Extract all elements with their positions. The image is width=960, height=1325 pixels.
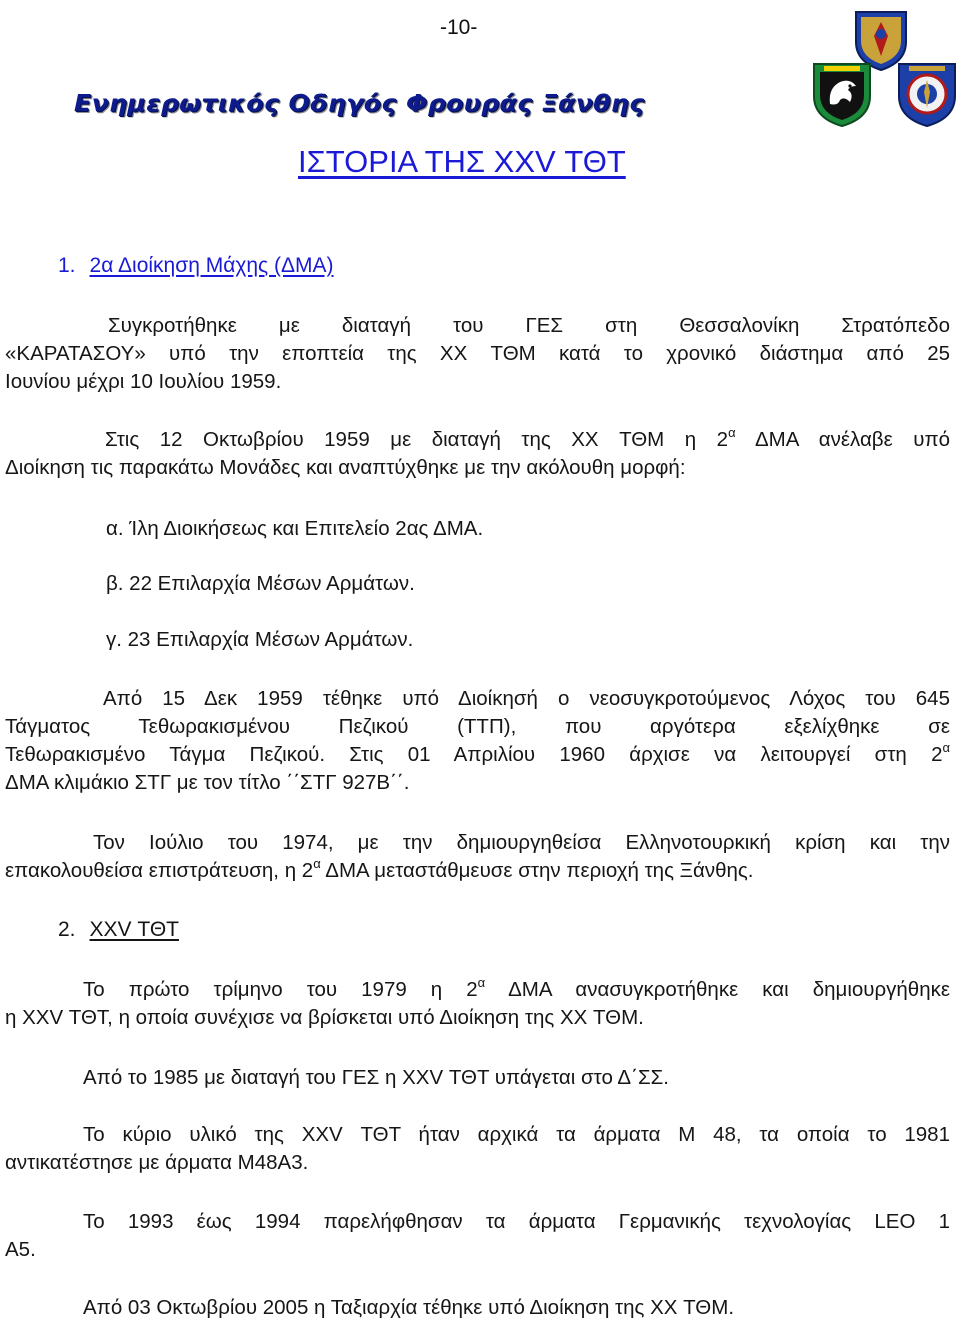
s1-paragraph-4	[5, 829, 950, 885]
history-title: ΙΣΤΟΡΙΑ ΤΗΣ XXV ΤΘΤ	[298, 144, 626, 179]
list-item-b: β. 22 Επιλαρχία Μέσων Αρμάτων.	[106, 572, 415, 595]
s2-p3-line-1: Το κύριο υλικό της XXV ΤΘΤ ήταν αρχικά τα άρματα Μ 48, τα οποία το 1981	[83, 1123, 950, 1146]
s2-paragraph-5: Από 03 Οκτωβρίου 2005 η Ταξιαρχία τέθηκε υπό Διοίκηση της XX ΤΘΜ.	[83, 1296, 735, 1319]
s1-p3-line-2: Τάγματος Τεθωρακισμένου Πεζικού (ΤΤΠ), που αργότερα εξελίχθηκε σε	[5, 715, 950, 738]
s1-p4-line-1: Τον Ιούλιο του 1974, με την δημιουργηθείσα Ελληνοτουρκική κρίση και την	[93, 831, 950, 854]
s2-paragraph-3	[5, 1121, 950, 1177]
s2-p3-line-2: αντικατέστησε με άρματα Μ48Α3.	[5, 1151, 309, 1174]
s1-p3-line-4: ΔΜΑ κλιμάκιο ΣΤΓ με τον τίτλο ΄΄ΣΤΓ 927Β΄΄.	[5, 771, 410, 794]
page-number: -10-	[440, 16, 478, 39]
s1-paragraph-1	[5, 312, 950, 396]
s1-p2-line-1: Στις 12 Οκτωβρίου 1959 με διαταγή της XX ΤΘΜ η $2^\alpha$ ΔΜΑ ανέλαβε υπό	[105, 425, 950, 451]
s2-p1-line-2: η XXV ΤΘΤ, η οποία συνέχισε να βρίσκεται υπό Διοίκηση της XX ΤΘΜ.	[5, 1006, 644, 1029]
s2-paragraph-1	[5, 976, 950, 1032]
s1-p1-line-1: Συγκροτήθηκε με διαταγή του ΓΕΣ στη Θεσσαλονίκη Στρατόπεδο	[108, 314, 950, 337]
s1-p2-line-2: Διοίκηση τις παρακάτω Μονάδες και αναπτύχθηκε με την ακόλουθη μορφή:	[5, 456, 686, 479]
section-1-title: 2α Διοίκηση Μάχης (ΔΜΑ)	[89, 254, 334, 277]
s1-p3-line-1: Από 15 Δεκ 1959 τέθηκε υπό Διοίκησή ο νεοσυγκροτούμενος Λόχος του 645	[103, 687, 950, 710]
s2-paragraph-2: Από το 1985 με διαταγή του ΓΕΣ η XXV ΤΘΤ υπάγεται στο Δ΄ΣΣ.	[83, 1066, 669, 1089]
list-item-c: γ. 23 Επιλαρχία Μέσων Αρμάτων.	[106, 628, 414, 651]
s2-p4-line-1: Το 1993 έως 1994 παρελήφθησαν τα άρματα Γερμανικής τεχνολογίας LEO 1	[83, 1210, 950, 1233]
list-item-a: α. Ίλη Διοικήσεως και Επιτελείο 2ας ΔΜΑ.	[106, 517, 484, 540]
section-2-heading	[58, 916, 179, 944]
s2-p4-line-2: Α5.	[5, 1238, 36, 1261]
s2-paragraph-4	[5, 1208, 950, 1264]
guide-title: Ενημερωτικός Οδηγός Φρουράς Ξάνθης	[74, 89, 645, 117]
s2-p1-line-1: Το πρώτο τρίμηνο του 1979 η $2^\alpha$ ΔΜΑ ανασυγκροτήθηκε και δημιουργήθηκε	[83, 975, 950, 1001]
s1-p1-line-3: Ιουνίου μέχρι 10 Ιουλίου 1959.	[5, 370, 282, 393]
section-2-title: XXV ΤΘΤ	[89, 918, 179, 941]
s1-p1-line-2: «ΚΑΡΑΤΑΣΟΥ» υπό την εποπτεία της XX ΤΘΜ κατά το χρονικό διάστημα από 25	[5, 342, 950, 365]
s1-p4-line-2: επακολουθείσα επιστράτευση, η $2^\alpha$ ΔΜΑ μεταστάθμευσε στην περιοχή της Ξάνθης.	[5, 856, 754, 882]
s1-paragraph-3	[5, 685, 950, 797]
eagle-emblem-icon	[810, 58, 874, 128]
s1-paragraph-2	[5, 426, 950, 482]
section-1-number: 1.	[58, 254, 76, 277]
round-emblem-icon	[895, 58, 959, 128]
s1-p3-line-3: Τεθωρακισμένο Τάγμα Πεζικού. Στις 01 Απριλίου 1960 άρχισε να λειτουργεί στη $2^\alpha$	[5, 740, 950, 766]
section-2-number: 2.	[58, 918, 76, 941]
section-1-heading	[58, 252, 334, 280]
